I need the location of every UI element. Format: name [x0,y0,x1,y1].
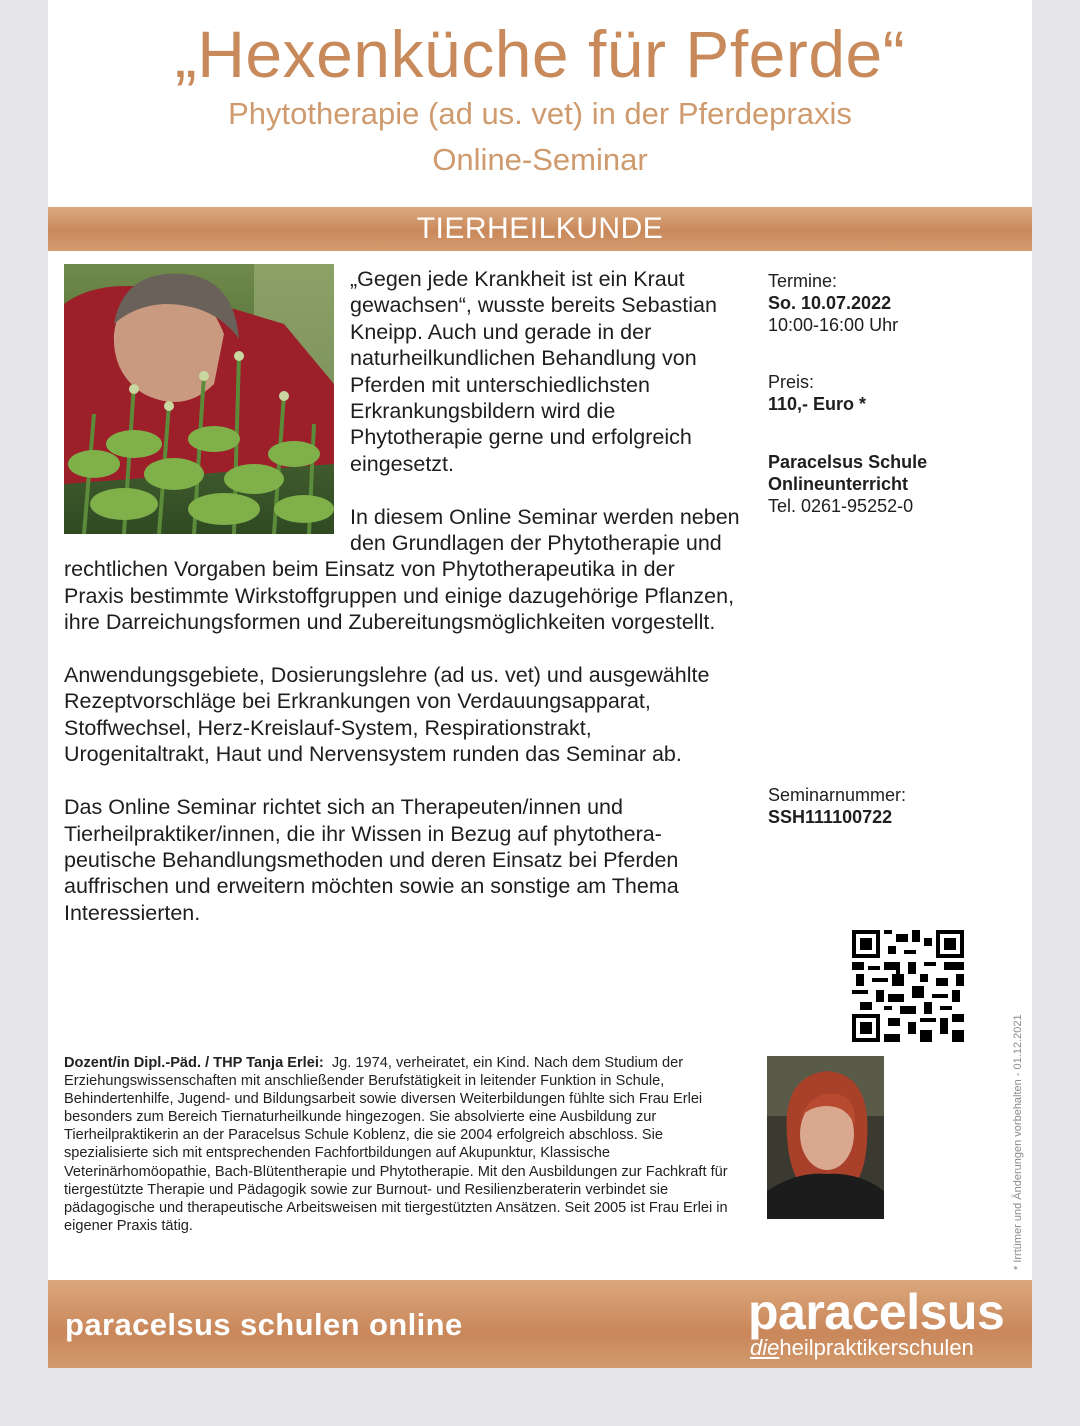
intro-part-1: „Gegen jede Krankheit ist ein Kraut gewachsen“, wusste bereits Sebastian Kneipp. Auch und gerade in der naturheilkundlichen Behandlung von Pferden mit unterschiedlichsten Erkrankungsbildern wird die Phytotherapie gerne und erfolgreich eingesetzt. [350,267,717,476]
audience-paragraph: Das Online Seminar richtet sich an Therapeuten/innen und Tierheilpraktiker/innen, die ihr Wissen in Bezug auf phytotherapeutische Behandlungsmethoden und deren Einsatz bei Pferden auffrischen und erweitern möchten sowie an sonstige am Thema Interessierten. [64,795,679,925]
page-subtitle: Phytotherapie (ad us. vet) in der Pferdepraxis [228,96,852,131]
price-label: Preis: [768,372,815,392]
school-name: Paracelsus Schule [768,452,928,472]
logo-subline-text: heilpraktikerschulen [779,1335,974,1360]
seminar-number-block [768,784,1008,828]
paracelsus-logo[interactable]: paracelsus [748,1284,1005,1340]
school-mode: Onlineunterricht [768,474,909,494]
dates-block [768,270,1008,336]
school-phone: Tel. 0261-95252-0 [768,496,914,516]
lecturer-photo [767,1056,884,1219]
lecturer-text: Jg. 1974, verheiratet, ein Kind. Nach dem Studium der Erziehungswissenschaften mit anschließender Berufstätigkeit in leitender Funktion in Schule, Behindertenhilfe, Jugend- und Bildungsarbeit sowie diversen Weiterbildungen fühlte sich Frau Erlei besonders zum Bereich Tiernaturheilkunde hingezogen. Sie absolvierte eine Ausbildung zur Tierheilpraktikerin an der Paracelsus Schule Koblenz, die sie 2004 erfolgreich abschloss. Sie spezialisierte sich mit entsprechenden Fachfortbildungen auf Akupunktur, Klassische Veterinärhomöopathie, Bach-Blütentherapie und Phytotherapie. Mit den Ausbildungen zur Fachkraft für tiergestützte Therapie und Pädagogik sowie zur Burnout- und Resilienzberaterin verbindet sie pädagogische und therapeutische Arbeitsweisen mit tiergestützten Ansätzen. Seit 2005 ist Frau Erlei in eigener Praxis tätig. [64,1055,728,1234]
flyer-page [48,0,1032,1368]
footer-tagline: paracelsus schulen online [65,1307,463,1342]
seminar-description [64,266,740,953]
paracelsus-logo-subline [750,1336,974,1360]
intro-part-2: In diesem Online Seminar werden neben den Grundlagen der Phytotherapie und rechtlichen Vorgaben beim Einsatz von Phytotherapeutika in der Praxis bestimmte Wirkstoffgruppen und einige dazugehörige Pflanzen, ihre Darreichungsformen und Zubereitungsmöglichkeiten vorgestellt. [64,504,740,635]
category-band: TIERHEILKUNDE [48,207,1032,251]
lecturer-heading: Dozent/in Dipl.-Päd. / THP Tanja Erlei: [64,1055,324,1071]
dates-label: Termine: [768,271,838,291]
applications-paragraph: Anwendungsgebiete, Dosierungslehre (ad us. vet) und ausgewählte Rezeptvorschläge bei Erkrankungen von Verdauungsapparat, Stoffwechsel, Herz-Kreislauf-System, Respirationstrakt, Urogenitaltrakt, Haut und Nervensystem runden das Seminar ab. [64,663,710,767]
logo-die: die [750,1335,780,1360]
seminar-number-value: SSH111100722 [768,807,893,827]
price-block [768,371,1008,415]
time-value: 10:00-16:00 Uhr [768,315,899,335]
footer-band [48,1280,1032,1368]
school-block [768,451,1008,517]
page-title: „Hexenküche für Pferde“ [174,17,906,91]
seminar-format: Online-Seminar [432,142,648,177]
qr-code-icon[interactable] [852,930,964,1042]
price-value: 110,- Euro * [768,394,867,414]
date-value: So. 10.07.2022 [768,293,892,313]
lecturer-bio [64,1054,744,1235]
photo-spacer [64,266,350,538]
seminar-number-label: Seminarnummer: [768,785,907,805]
disclaimer-note: * Irrtümer und Änderungen vorbehalten - 01.12.2021 [1012,1014,1024,1270]
